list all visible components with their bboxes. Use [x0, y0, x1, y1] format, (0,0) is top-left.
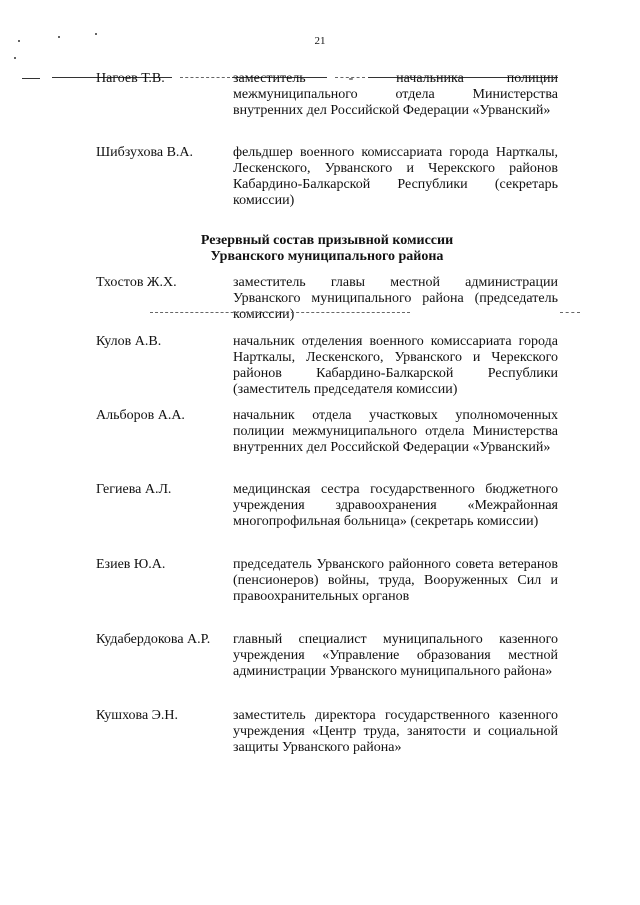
- scan-line: [560, 312, 580, 313]
- member-name: Шибзухова В.А.: [96, 145, 194, 160]
- member-role: заместитель - начальника полиции межмуниципального отдела Министерства внутренних дел Российской Федерации «Урванский»: [233, 71, 558, 118]
- member-name: Кулов А.В.: [96, 334, 162, 349]
- member-name: Тхостов Ж.Х.: [96, 275, 177, 290]
- member-role: главный специалист муниципального казенного учреждения «Управление образования местной администрации Урванского муниципального района»: [233, 632, 558, 679]
- member-entry: [96, 71, 558, 119]
- member-role: председатель Урванского районного совета ветеранов (пенсионеров) войны, труда, Вооруженных Сил и правоохранительных органов: [233, 557, 558, 604]
- member-role: заместитель директора государственного казенного учреждения «Центр труда, занятости и социальной защиты Урванского района»: [233, 708, 558, 755]
- member-role: заместитель главы местной администрации Урванского муниципального района (председатель комиссии): [233, 275, 558, 322]
- scan-line: [22, 78, 40, 79]
- member-entry: [96, 275, 558, 323]
- member-role: начальник отделения военного комиссариата города Нарткалы, Лескенского, Урванского и Черекского районов Кабардино-Балкарской Республики (заместитель председателя комиссии): [233, 334, 558, 397]
- member-name: Кушхова Э.Н.: [96, 708, 179, 723]
- heading-line: Резервный состав призывной комиссии: [200, 233, 454, 248]
- member-entry: [96, 557, 558, 605]
- member-name: Кудабердокова А.Р.: [96, 632, 211, 647]
- member-role: медицинская сестра государственного бюджетного учреждения здравоохранения «Межрайонная многопрофильная больница» (секретарь комиссии): [233, 482, 558, 529]
- member-entry: [96, 708, 558, 756]
- member-name: Альборов А.А.: [96, 408, 185, 423]
- page-number: 21: [314, 35, 326, 47]
- member-name: Гегиева А.Л.: [96, 482, 172, 497]
- scan-speck: [14, 57, 16, 59]
- member-name: Нагоев Т.В.: [96, 71, 165, 86]
- member-name: Езиев Ю.А.: [96, 557, 166, 572]
- member-role: начальник отдела участковых уполномоченных полиции межмуниципального отдела Министерства внутренних дел Российской Федерации «Урванский»: [233, 408, 558, 455]
- member-entry: [96, 145, 558, 209]
- scan-line: [150, 312, 410, 313]
- member-entry: [96, 334, 558, 398]
- heading-line: Урванского муниципального района: [210, 249, 444, 264]
- member-entry: [96, 632, 558, 680]
- member-role: фельдшер военного комиссариата города Нарткалы, Лескенского, Урванского и Черекского районов Кабардино-Балкарской Республики (секретарь комиссии): [233, 145, 558, 208]
- section-heading: [100, 233, 554, 265]
- member-entry: [96, 408, 558, 456]
- member-entry: [96, 482, 558, 530]
